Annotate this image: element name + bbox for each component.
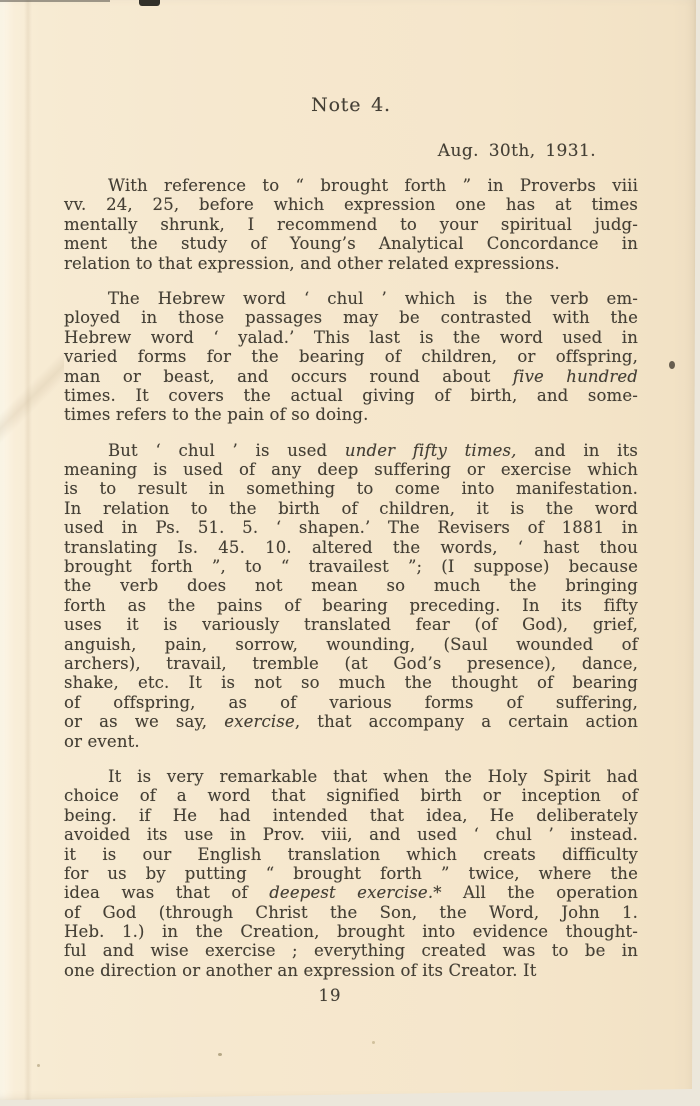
text-line: mentally shrunk, I recommend to your spiritual judg- [64,214,638,234]
text-line: times. It covers the actual giving of birth, and some- [64,385,638,405]
ink-speck [669,361,675,369]
paper-crease [0,340,64,460]
text-line: translating Is. 45. 10. altered the words, ‘ hast thou [64,537,638,557]
text-line: idea was that of deepest exercise.* All the operation [64,883,639,903]
text-line: It is very remarkable that when the Holy Spirit had [108,766,638,786]
text-line: it is our English translation which creats difficulty [64,844,638,864]
text-line: ment the study of Young’s Analytical Concordance in [64,234,638,254]
text-line: times refers to the pain of so doing. [64,405,369,425]
date-line: Aug. 30th, 1931. [437,141,596,161]
text-line: uses it is variously translated fear (of God), grief, [64,615,638,635]
text-line: With reference to “ brought forth ” in Proverbs viii [108,176,638,195]
text-block [64,0,638,980]
text-line: varied forms for the bearing of children, or offspring, [64,347,638,367]
paragraph [64,441,638,751]
ink-speck [37,1064,40,1067]
text-line: vv. 24, 25, before which expression one has at times [64,195,638,215]
text-line: choice of a word that signified birth or inception of [64,786,638,806]
text-body [64,176,638,980]
note-heading: Note 4. [311,94,391,116]
text-line: or event. [64,731,140,751]
ink-speck [372,1041,375,1044]
text-line: being. if He had intended that idea, He deliberately [64,805,638,825]
text-line: one direction or another an expression of its Creator. It [64,960,537,980]
paragraph [64,176,638,273]
text-line: ployed in those passages may be contrasted with the [64,308,638,328]
text-line: for us by putting “ brought forth ” twice, where the [64,863,638,883]
text-line: anguish, pain, sorrow, wounding, (Saul wounded of [64,634,638,654]
text-line: The Hebrew word ‘ chul ’ which is the verb em- [108,288,638,308]
text-line: forth as the pains of bearing preceding. In its fifty [64,595,638,615]
text-line: the verb does not mean so much the bringing [64,576,638,596]
paragraph [64,289,638,425]
text-line: relation to that expression, and other related expressions. [64,253,560,273]
ink-speck [218,1053,222,1056]
text-line: brought forth ”, to “ travailest ”; (I suppose) because [64,557,638,577]
text-line: ful and wise exercise ; everything created was to be in [64,941,638,961]
text-line: archers), travail, tremble (at God’s presence), dance, [64,653,638,673]
text-line: Heb. 1.) in the Creation, brought into evidence thought- [64,922,638,942]
text-line: of God (through Christ the Son, the Word, John 1. [64,902,638,922]
paragraph [64,767,638,980]
text-line: used in Ps. 51. 5. ‘ shapen.’ The Revisers of 1881 in [64,518,638,538]
paper-crease [24,0,32,1100]
page-number: 19 [318,986,342,1005]
text-line: Hebrew word ‘ yalad.’ This last is the word used in [64,327,638,347]
text-line: is to result in something to come into manifestation. [64,479,638,499]
text-line: of offspring, as of various forms of suffering, [64,692,638,712]
text-line: or as we say, exercise, that accompany a certain action [64,712,638,732]
text-line: In relation to the birth of children, it is the word [64,498,638,518]
text-line: But ‘ chul ’ is used under fifty times, and in its [108,440,638,460]
text-line: avoided its use in Prov. viii, and used ‘ chul ’ instead. [64,825,638,845]
text-line: man or beast, and occurs round about five hundred [64,366,638,386]
text-line: shake, etc. It is not so much the thought of bearing [64,673,638,693]
text-line: meaning is used of any deep suffering or exercise which [64,460,638,480]
